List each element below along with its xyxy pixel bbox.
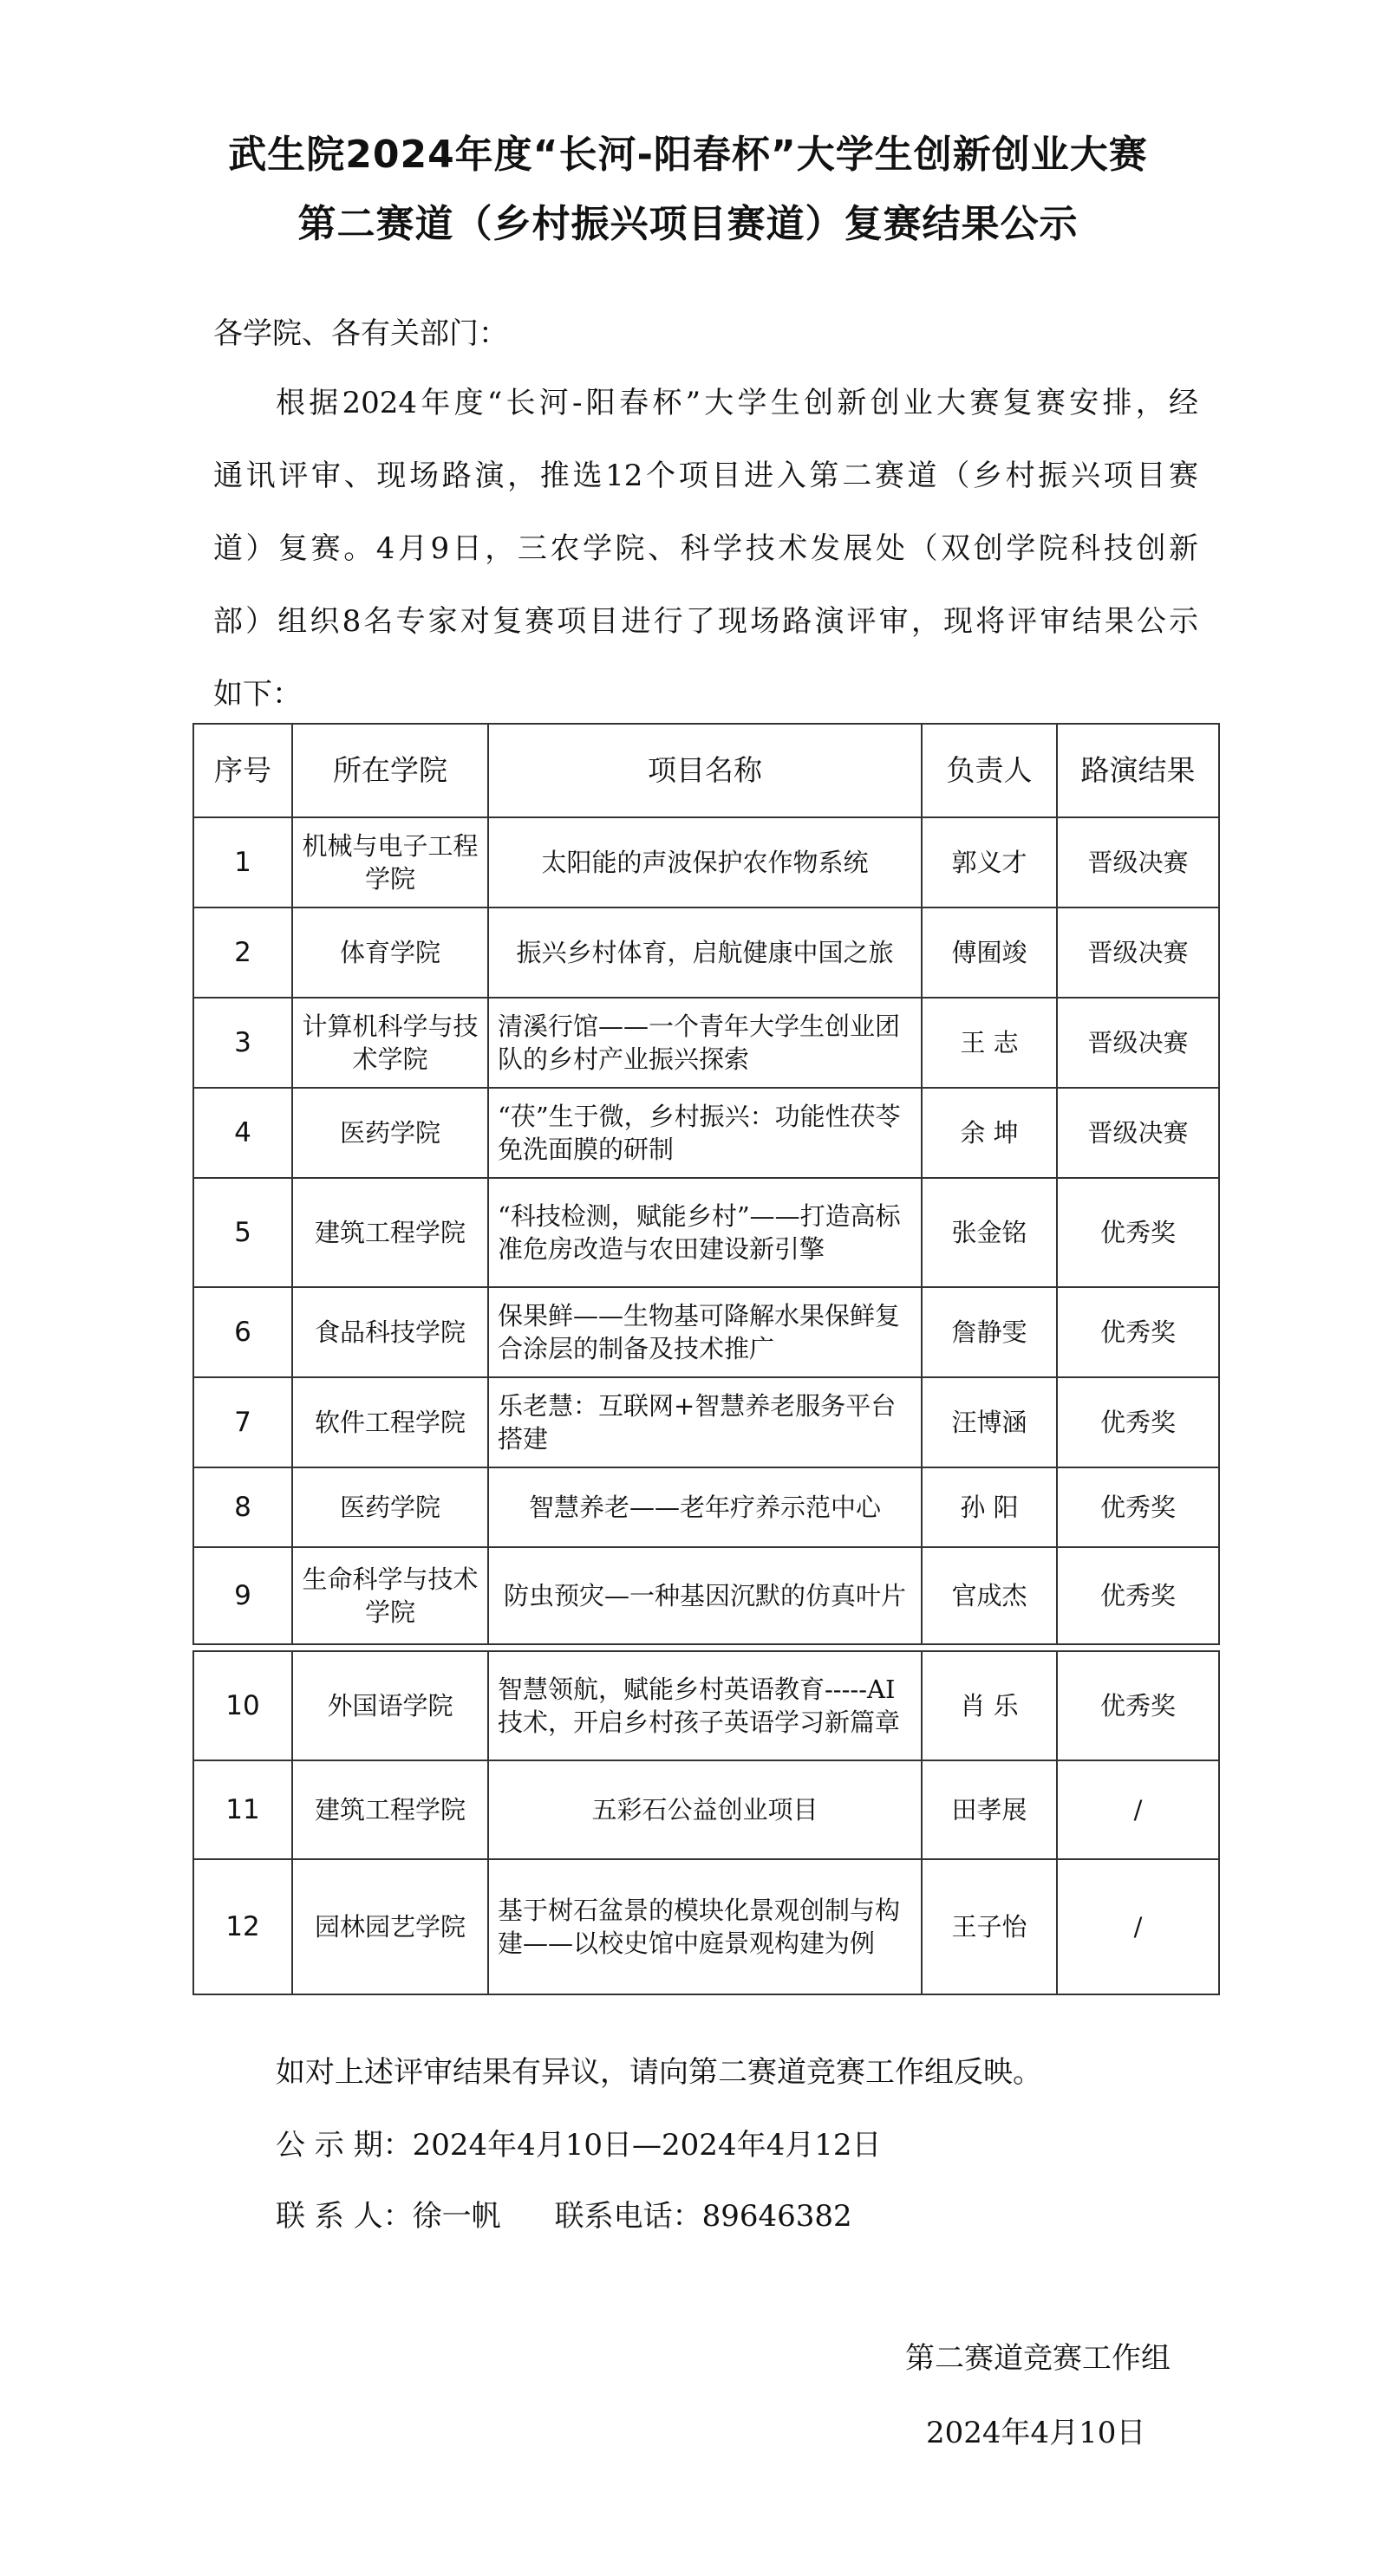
row-college: 体育学院 <box>292 907 488 998</box>
row-project <box>488 1377 922 1467</box>
row-project-text: 保果鲜——生物基可降解水果保鲜复合涂层的制备及技术推广 <box>498 1301 901 1363</box>
row-result: 优秀奖 <box>1057 1377 1219 1467</box>
body-line-2: 通讯评审、现场路演，推选12个项目进入第二赛道（乡村振兴项目赛 <box>213 459 1198 493</box>
table-gap <box>193 1644 1219 1651</box>
period-value: 2024年4月10日—2024年4月12日 <box>412 2128 882 2163</box>
header-project: 项目名称 <box>488 724 922 817</box>
publicity-period <box>276 2128 882 2163</box>
row-leader: 田孝展 <box>922 1760 1057 1859</box>
table-row <box>193 1651 1219 1760</box>
row-result: 晋级决赛 <box>1057 907 1219 998</box>
row-project-text: 基于树石盆景的模块化景观创制与构建——以校史馆中庭景观构建为例 <box>498 1896 901 1958</box>
body-line-3: 道）复赛。4月9日，三农学院、科学技术发展处（双创学院科技创新 <box>213 531 1198 566</box>
notice-title-line2: 第二赛道（乡村振兴项目赛道）复赛结果公示 <box>297 202 1079 246</box>
row-project <box>488 1178 922 1287</box>
table-header-row <box>193 724 1219 817</box>
row-no: 2 <box>193 907 292 998</box>
row-no: 7 <box>193 1377 292 1467</box>
row-project <box>488 907 922 998</box>
row-leader: 官成杰 <box>922 1547 1057 1644</box>
salutation: 各学院、各有关部门： <box>213 316 508 351</box>
table-row <box>193 1287 1219 1377</box>
period-label: 公 示 期： <box>276 2128 413 2163</box>
row-no: 3 <box>193 998 292 1088</box>
contact-name: 徐一帆 <box>412 2199 501 2234</box>
row-college: 食品科技学院 <box>292 1287 488 1377</box>
row-result: 优秀奖 <box>1057 1287 1219 1377</box>
header-leader: 负责人 <box>922 724 1057 817</box>
row-college: 园林园艺学院 <box>292 1859 488 1994</box>
row-college: 机械与电子工程学院 <box>292 817 488 907</box>
row-project <box>488 1760 922 1859</box>
row-project <box>488 1287 922 1377</box>
row-result: 晋级决赛 <box>1057 1088 1219 1178</box>
row-leader: 傅囿竣 <box>922 907 1057 998</box>
row-project-text: 防虫预灾—一种基因沉默的仿真叶片 <box>503 1581 906 1610</box>
row-result: 优秀奖 <box>1057 1651 1219 1760</box>
row-leader: 张金铭 <box>922 1178 1057 1287</box>
objection-note: 如对上述评审结果有异议，请向第二赛道竞赛工作组反映。 <box>276 2055 1042 2090</box>
row-result: / <box>1057 1859 1219 1994</box>
row-project-text: 五彩石公益创业项目 <box>591 1795 818 1825</box>
row-project <box>488 1859 922 1994</box>
row-result: / <box>1057 1760 1219 1859</box>
signature-organization: 第二赛道竞赛工作组 <box>905 2341 1171 2376</box>
table-row <box>193 998 1219 1088</box>
body-line-5: 如下： <box>213 677 302 712</box>
row-leader: 余 坤 <box>922 1088 1057 1178</box>
table-row <box>193 1467 1219 1547</box>
table-row <box>193 1859 1219 1994</box>
table-row <box>193 817 1219 907</box>
row-project <box>488 1651 922 1760</box>
header-college: 所在学院 <box>292 724 488 817</box>
row-college: 医药学院 <box>292 1088 488 1178</box>
row-college: 医药学院 <box>292 1467 488 1547</box>
row-project <box>488 998 922 1088</box>
row-project <box>488 1467 922 1547</box>
row-leader: 郭义才 <box>922 817 1057 907</box>
table-row <box>193 1088 1219 1178</box>
row-project-text: “茯”生于微，乡村振兴：功能性茯苓免洗面膜的研制 <box>498 1102 901 1164</box>
row-no: 4 <box>193 1088 292 1178</box>
row-result: 优秀奖 <box>1057 1467 1219 1547</box>
phone-value: 89646382 <box>701 2199 852 2234</box>
row-result: 晋级决赛 <box>1057 817 1219 907</box>
notice-title-line1: 武生院2024年度“长河-阳春杯”大学生创新创业大赛 <box>228 133 1148 177</box>
row-project-text: 振兴乡村体育，启航健康中国之旅 <box>516 938 894 967</box>
signature-date: 2024年4月10日 <box>926 2416 1146 2450</box>
row-no: 6 <box>193 1287 292 1377</box>
contact-line <box>276 2199 852 2234</box>
body-line-1: 根据2024年度“长河-阳春杯”大学生创新创业大赛复赛安排，经 <box>276 386 1198 420</box>
table-row <box>193 1760 1219 1859</box>
row-leader: 孙 阳 <box>922 1467 1057 1547</box>
row-project-text: 智慧领航，赋能乡村英语教育-----AI技术，开启乡村孩子英语学习新篇章 <box>498 1675 901 1737</box>
row-no: 9 <box>193 1547 292 1644</box>
row-college: 建筑工程学院 <box>292 1760 488 1859</box>
row-no: 1 <box>193 817 292 907</box>
table-row <box>193 1377 1219 1467</box>
phone-label: 联系电话： <box>554 2199 702 2234</box>
table-row <box>193 907 1219 998</box>
row-project-text: “科技检测，赋能乡村”——打造高标准危房改造与农田建设新引擎 <box>498 1201 901 1264</box>
row-project-text: 清溪行馆——一个青年大学生创业团队的乡村产业振兴探索 <box>498 1012 901 1074</box>
table-row <box>193 1178 1219 1287</box>
row-leader: 詹静雯 <box>922 1287 1057 1377</box>
results-table <box>192 723 1220 1995</box>
row-leader: 王子怡 <box>922 1859 1057 1994</box>
row-leader: 汪博涵 <box>922 1377 1057 1467</box>
row-no: 5 <box>193 1178 292 1287</box>
row-project-text: 智慧养老——老年疗养示范中心 <box>528 1493 881 1522</box>
table-row <box>193 1547 1219 1644</box>
table-gap-cell <box>193 1644 1219 1651</box>
row-college: 外国语学院 <box>292 1651 488 1760</box>
row-result: 优秀奖 <box>1057 1178 1219 1287</box>
row-leader: 王 志 <box>922 998 1057 1088</box>
row-project <box>488 817 922 907</box>
contact-label: 联 系 人： <box>276 2199 413 2234</box>
row-project <box>488 1088 922 1178</box>
row-project-text: 太阳能的声波保护农作物系统 <box>541 848 869 877</box>
row-college: 软件工程学院 <box>292 1377 488 1467</box>
header-result: 路演结果 <box>1057 724 1219 817</box>
row-no: 10 <box>193 1651 292 1760</box>
row-project <box>488 1547 922 1644</box>
row-leader: 肖 乐 <box>922 1651 1057 1760</box>
header-no: 序号 <box>193 724 292 817</box>
row-project-text: 乐老慧：互联网+智慧养老服务平台搭建 <box>498 1391 897 1454</box>
row-result: 优秀奖 <box>1057 1547 1219 1644</box>
row-college: 生命科学与技术学院 <box>292 1547 488 1644</box>
body-line-4: 部）组织8名专家对复赛项目进行了现场路演评审，现将评审结果公示 <box>213 604 1198 639</box>
row-no: 8 <box>193 1467 292 1547</box>
row-no: 11 <box>193 1760 292 1859</box>
row-result: 晋级决赛 <box>1057 998 1219 1088</box>
row-no: 12 <box>193 1859 292 1994</box>
row-college: 计算机科学与技术学院 <box>292 998 488 1088</box>
row-college: 建筑工程学院 <box>292 1178 488 1287</box>
